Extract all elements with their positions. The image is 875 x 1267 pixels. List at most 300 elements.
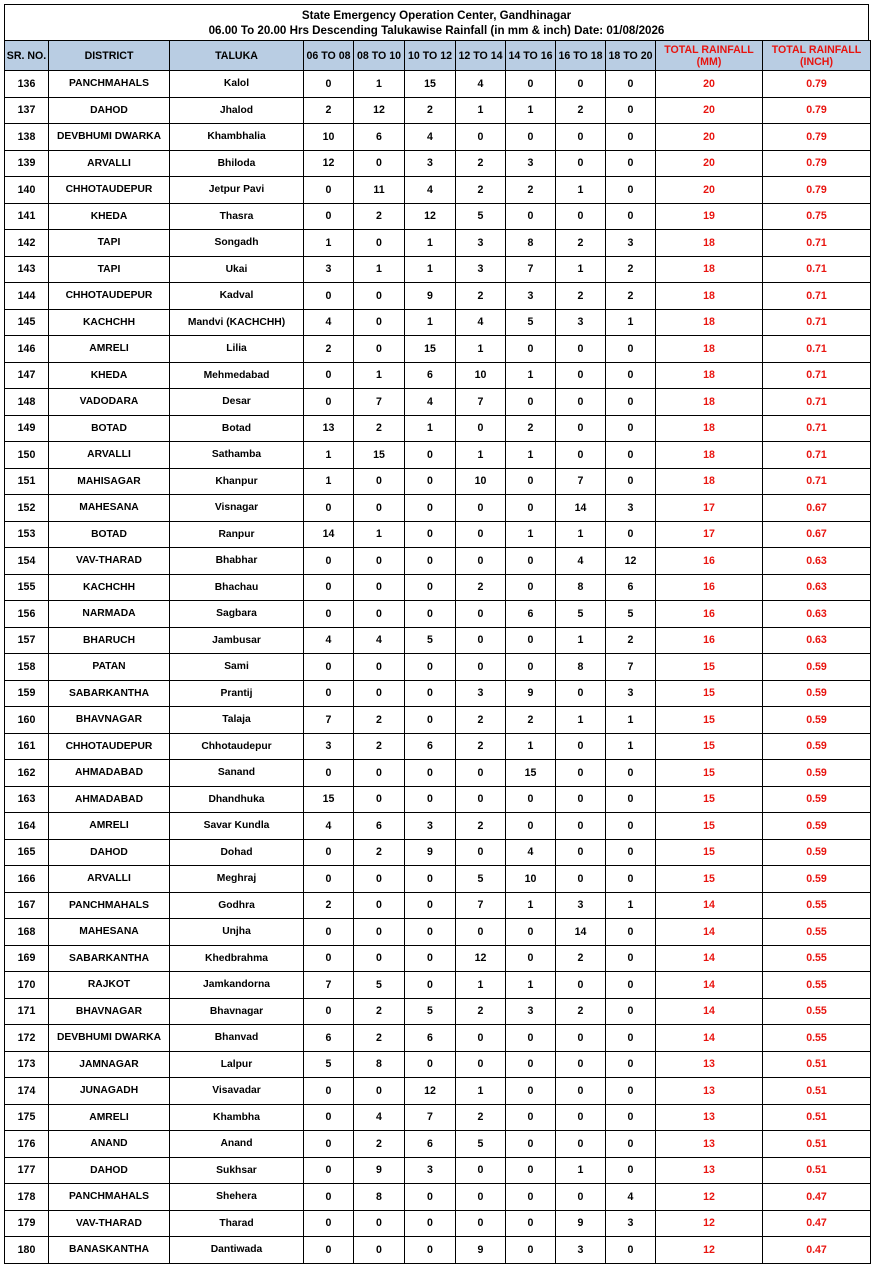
12-to-14-cell: 2 xyxy=(456,1104,506,1131)
18-to-20-cell: 3 xyxy=(606,680,656,707)
total-inch-cell: 0.75 xyxy=(763,203,871,230)
18-to-20-cell: 0 xyxy=(606,786,656,813)
sr-no-cell: 173 xyxy=(5,1051,49,1078)
16-to-18-cell: 1 xyxy=(556,177,606,204)
taluka-cell: Sathamba xyxy=(170,442,304,469)
sr-no-cell: 162 xyxy=(5,760,49,787)
08-to-10-cell: 2 xyxy=(354,998,405,1025)
18-to-20-cell: 0 xyxy=(606,1104,656,1131)
18-to-20-cell: 0 xyxy=(606,945,656,972)
taluka-cell: Tharad xyxy=(170,1210,304,1237)
table-row xyxy=(5,495,871,522)
06-to-08-cell: 7 xyxy=(304,707,354,734)
12-to-14-cell: 0 xyxy=(456,1157,506,1184)
16-to-18-cell: 3 xyxy=(556,1237,606,1264)
16-to-18-cell: 2 xyxy=(556,97,606,124)
taluka-cell: Desar xyxy=(170,389,304,416)
total-inch-cell: 0.55 xyxy=(763,919,871,946)
table-row xyxy=(5,124,871,151)
14-to-16-cell: 0 xyxy=(506,574,556,601)
06-to-08-cell: 1 xyxy=(304,468,354,495)
table-row xyxy=(5,389,871,416)
08-to-10-cell: 1 xyxy=(354,256,405,283)
06-to-08-cell: 12 xyxy=(304,150,354,177)
12-to-14-cell: 10 xyxy=(456,468,506,495)
12-to-14-cell: 2 xyxy=(456,574,506,601)
total-inch-cell: 0.47 xyxy=(763,1184,871,1211)
total-mm-cell: 15 xyxy=(656,680,763,707)
16-to-18-cell: 0 xyxy=(556,124,606,151)
total-mm-cell: 20 xyxy=(656,124,763,151)
total-inch-cell: 0.59 xyxy=(763,733,871,760)
08-to-10-cell: 0 xyxy=(354,1210,405,1237)
total-mm-cell: 17 xyxy=(656,521,763,548)
taluka-cell: Botad xyxy=(170,415,304,442)
08-to-10-cell: 4 xyxy=(354,627,405,654)
14-to-16-cell: 0 xyxy=(506,1157,556,1184)
10-to-12-cell: 0 xyxy=(405,866,456,893)
district-cell: SABARKANTHA xyxy=(49,945,170,972)
14-to-16-cell: 0 xyxy=(506,495,556,522)
district-cell: JUNAGADH xyxy=(49,1078,170,1105)
06-to-08-cell: 14 xyxy=(304,521,354,548)
10-to-12-cell: 0 xyxy=(405,945,456,972)
col-header-08-to-10: 08 TO 10 xyxy=(354,41,405,71)
total-inch-cell: 0.67 xyxy=(763,521,871,548)
taluka-cell: Lalpur xyxy=(170,1051,304,1078)
report-header xyxy=(4,4,869,40)
08-to-10-cell: 0 xyxy=(354,574,405,601)
10-to-12-cell: 1 xyxy=(405,309,456,336)
district-cell: AMRELI xyxy=(49,336,170,363)
table-row xyxy=(5,813,871,840)
16-to-18-cell: 0 xyxy=(556,760,606,787)
rainfall-report xyxy=(4,4,869,1264)
18-to-20-cell: 0 xyxy=(606,1131,656,1158)
06-to-08-cell: 0 xyxy=(304,601,354,628)
12-to-14-cell: 1 xyxy=(456,1078,506,1105)
18-to-20-cell: 0 xyxy=(606,389,656,416)
10-to-12-cell: 0 xyxy=(405,892,456,919)
18-to-20-cell: 0 xyxy=(606,972,656,999)
18-to-20-cell: 0 xyxy=(606,415,656,442)
12-to-14-cell: 0 xyxy=(456,839,506,866)
sr-no-cell: 170 xyxy=(5,972,49,999)
table-row xyxy=(5,256,871,283)
14-to-16-cell: 0 xyxy=(506,627,556,654)
total-inch-cell: 0.59 xyxy=(763,680,871,707)
total-inch-cell: 0.51 xyxy=(763,1051,871,1078)
16-to-18-cell: 3 xyxy=(556,309,606,336)
10-to-12-cell: 0 xyxy=(405,919,456,946)
taluka-cell: Unjha xyxy=(170,919,304,946)
total-mm-cell: 18 xyxy=(656,283,763,310)
sr-no-cell: 153 xyxy=(5,521,49,548)
taluka-cell: Sanand xyxy=(170,760,304,787)
16-to-18-cell: 14 xyxy=(556,495,606,522)
06-to-08-cell: 7 xyxy=(304,972,354,999)
16-to-18-cell: 0 xyxy=(556,1078,606,1105)
district-cell: BHAVNAGAR xyxy=(49,707,170,734)
14-to-16-cell: 0 xyxy=(506,1131,556,1158)
12-to-14-cell: 7 xyxy=(456,892,506,919)
14-to-16-cell: 0 xyxy=(506,1025,556,1052)
14-to-16-cell: 0 xyxy=(506,124,556,151)
total-mm-cell: 13 xyxy=(656,1157,763,1184)
12-to-14-cell: 0 xyxy=(456,1051,506,1078)
district-cell: TAPI xyxy=(49,230,170,257)
12-to-14-cell: 1 xyxy=(456,442,506,469)
14-to-16-cell: 0 xyxy=(506,786,556,813)
district-cell: VADODARA xyxy=(49,389,170,416)
06-to-08-cell: 4 xyxy=(304,309,354,336)
district-cell: ANAND xyxy=(49,1131,170,1158)
06-to-08-cell: 0 xyxy=(304,177,354,204)
12-to-14-cell: 12 xyxy=(456,945,506,972)
14-to-16-cell: 8 xyxy=(506,230,556,257)
district-cell: DEVBHUMI DWARKA xyxy=(49,1025,170,1052)
08-to-10-cell: 0 xyxy=(354,309,405,336)
total-mm-cell: 15 xyxy=(656,786,763,813)
14-to-16-cell: 10 xyxy=(506,866,556,893)
18-to-20-cell: 0 xyxy=(606,442,656,469)
sr-no-cell: 155 xyxy=(5,574,49,601)
col-header-total-mm: TOTAL RAINFALL (MM) xyxy=(656,41,763,71)
total-mm-cell: 20 xyxy=(656,177,763,204)
sr-no-cell: 137 xyxy=(5,97,49,124)
district-cell: AHMADABAD xyxy=(49,786,170,813)
18-to-20-cell: 2 xyxy=(606,627,656,654)
sr-no-cell: 180 xyxy=(5,1237,49,1264)
taluka-cell: Meghraj xyxy=(170,866,304,893)
16-to-18-cell: 9 xyxy=(556,1210,606,1237)
08-to-10-cell: 6 xyxy=(354,813,405,840)
10-to-12-cell: 0 xyxy=(405,786,456,813)
18-to-20-cell: 6 xyxy=(606,574,656,601)
taluka-cell: Sukhsar xyxy=(170,1157,304,1184)
sr-no-cell: 150 xyxy=(5,442,49,469)
table-row xyxy=(5,1051,871,1078)
16-to-18-cell: 5 xyxy=(556,601,606,628)
10-to-12-cell: 0 xyxy=(405,1237,456,1264)
08-to-10-cell: 1 xyxy=(354,71,405,98)
14-to-16-cell: 0 xyxy=(506,203,556,230)
06-to-08-cell: 0 xyxy=(304,283,354,310)
total-inch-cell: 0.59 xyxy=(763,707,871,734)
08-to-10-cell: 0 xyxy=(354,150,405,177)
sr-no-cell: 169 xyxy=(5,945,49,972)
18-to-20-cell: 0 xyxy=(606,1025,656,1052)
14-to-16-cell: 1 xyxy=(506,97,556,124)
taluka-cell: Dantiwada xyxy=(170,1237,304,1264)
table-row xyxy=(5,415,871,442)
18-to-20-cell: 0 xyxy=(606,866,656,893)
taluka-cell: Prantij xyxy=(170,680,304,707)
10-to-12-cell: 0 xyxy=(405,601,456,628)
total-mm-cell: 16 xyxy=(656,627,763,654)
06-to-08-cell: 15 xyxy=(304,786,354,813)
col-header-taluka: TALUKA xyxy=(170,41,304,71)
16-to-18-cell: 7 xyxy=(556,468,606,495)
table-row xyxy=(5,972,871,999)
sr-no-cell: 149 xyxy=(5,415,49,442)
taluka-cell: Bhabhar xyxy=(170,548,304,575)
taluka-cell: Khanpur xyxy=(170,468,304,495)
18-to-20-cell: 0 xyxy=(606,97,656,124)
12-to-14-cell: 2 xyxy=(456,150,506,177)
10-to-12-cell: 0 xyxy=(405,760,456,787)
10-to-12-cell: 0 xyxy=(405,442,456,469)
12-to-14-cell: 1 xyxy=(456,97,506,124)
08-to-10-cell: 8 xyxy=(354,1051,405,1078)
table-row xyxy=(5,1104,871,1131)
18-to-20-cell: 4 xyxy=(606,1184,656,1211)
14-to-16-cell: 7 xyxy=(506,256,556,283)
14-to-16-cell: 2 xyxy=(506,707,556,734)
12-to-14-cell: 5 xyxy=(456,203,506,230)
06-to-08-cell: 5 xyxy=(304,1051,354,1078)
08-to-10-cell: 6 xyxy=(354,124,405,151)
district-cell: CHHOTAUDEPUR xyxy=(49,283,170,310)
12-to-14-cell: 0 xyxy=(456,415,506,442)
sr-no-cell: 178 xyxy=(5,1184,49,1211)
district-cell: MAHESANA xyxy=(49,495,170,522)
district-cell: KHEDA xyxy=(49,203,170,230)
12-to-14-cell: 2 xyxy=(456,707,506,734)
district-cell: ARVALLI xyxy=(49,442,170,469)
10-to-12-cell: 5 xyxy=(405,998,456,1025)
06-to-08-cell: 0 xyxy=(304,362,354,389)
14-to-16-cell: 3 xyxy=(506,283,556,310)
06-to-08-cell: 0 xyxy=(304,71,354,98)
total-inch-cell: 0.71 xyxy=(763,415,871,442)
total-mm-cell: 18 xyxy=(656,336,763,363)
sr-no-cell: 157 xyxy=(5,627,49,654)
10-to-12-cell: 6 xyxy=(405,733,456,760)
sr-no-cell: 174 xyxy=(5,1078,49,1105)
14-to-16-cell: 1 xyxy=(506,362,556,389)
table-row xyxy=(5,998,871,1025)
14-to-16-cell: 15 xyxy=(506,760,556,787)
10-to-12-cell: 2 xyxy=(405,97,456,124)
08-to-10-cell: 8 xyxy=(354,1184,405,1211)
table-row xyxy=(5,627,871,654)
12-to-14-cell: 3 xyxy=(456,230,506,257)
sr-no-cell: 159 xyxy=(5,680,49,707)
08-to-10-cell: 1 xyxy=(354,362,405,389)
taluka-cell: Bhachau xyxy=(170,574,304,601)
06-to-08-cell: 1 xyxy=(304,442,354,469)
taluka-cell: Talaja xyxy=(170,707,304,734)
06-to-08-cell: 6 xyxy=(304,1025,354,1052)
10-to-12-cell: 0 xyxy=(405,574,456,601)
06-to-08-cell: 0 xyxy=(304,1210,354,1237)
18-to-20-cell: 3 xyxy=(606,230,656,257)
14-to-16-cell: 1 xyxy=(506,892,556,919)
total-inch-cell: 0.47 xyxy=(763,1210,871,1237)
06-to-08-cell: 0 xyxy=(304,866,354,893)
table-header-row xyxy=(5,41,871,71)
08-to-10-cell: 0 xyxy=(354,654,405,681)
table-row xyxy=(5,1210,871,1237)
report-subtitle: 06.00 To 20.00 Hrs Descending Talukawise Rainfall (in mm & inch) Date: 01/08/2026 xyxy=(208,24,665,37)
sr-no-cell: 163 xyxy=(5,786,49,813)
total-inch-cell: 0.51 xyxy=(763,1078,871,1105)
table-row xyxy=(5,919,871,946)
08-to-10-cell: 9 xyxy=(354,1157,405,1184)
16-to-18-cell: 0 xyxy=(556,839,606,866)
total-inch-cell: 0.59 xyxy=(763,813,871,840)
total-mm-cell: 13 xyxy=(656,1104,763,1131)
district-cell: BHAVNAGAR xyxy=(49,998,170,1025)
10-to-12-cell: 0 xyxy=(405,521,456,548)
18-to-20-cell: 1 xyxy=(606,733,656,760)
06-to-08-cell: 0 xyxy=(304,574,354,601)
district-cell: VAV-THARAD xyxy=(49,1210,170,1237)
16-to-18-cell: 0 xyxy=(556,203,606,230)
sr-no-cell: 142 xyxy=(5,230,49,257)
08-to-10-cell: 2 xyxy=(354,733,405,760)
16-to-18-cell: 0 xyxy=(556,362,606,389)
18-to-20-cell: 0 xyxy=(606,336,656,363)
14-to-16-cell: 0 xyxy=(506,468,556,495)
10-to-12-cell: 4 xyxy=(405,389,456,416)
14-to-16-cell: 3 xyxy=(506,998,556,1025)
table-row xyxy=(5,442,871,469)
total-inch-cell: 0.63 xyxy=(763,548,871,575)
16-to-18-cell: 2 xyxy=(556,230,606,257)
14-to-16-cell: 1 xyxy=(506,442,556,469)
12-to-14-cell: 2 xyxy=(456,813,506,840)
12-to-14-cell: 0 xyxy=(456,1025,506,1052)
total-mm-cell: 18 xyxy=(656,389,763,416)
total-mm-cell: 15 xyxy=(656,866,763,893)
taluka-cell: Visavadar xyxy=(170,1078,304,1105)
table-row xyxy=(5,548,871,575)
district-cell: SABARKANTHA xyxy=(49,680,170,707)
table-row xyxy=(5,1157,871,1184)
14-to-16-cell: 0 xyxy=(506,1184,556,1211)
06-to-08-cell: 2 xyxy=(304,892,354,919)
16-to-18-cell: 14 xyxy=(556,919,606,946)
sr-no-cell: 171 xyxy=(5,998,49,1025)
16-to-18-cell: 0 xyxy=(556,733,606,760)
total-mm-cell: 12 xyxy=(656,1184,763,1211)
10-to-12-cell: 0 xyxy=(405,495,456,522)
table-row xyxy=(5,866,871,893)
10-to-12-cell: 0 xyxy=(405,972,456,999)
taluka-cell: Khambhalia xyxy=(170,124,304,151)
total-inch-cell: 0.79 xyxy=(763,177,871,204)
14-to-16-cell: 0 xyxy=(506,71,556,98)
total-mm-cell: 15 xyxy=(656,654,763,681)
sr-no-cell: 138 xyxy=(5,124,49,151)
16-to-18-cell: 0 xyxy=(556,1184,606,1211)
table-row xyxy=(5,177,871,204)
total-inch-cell: 0.67 xyxy=(763,495,871,522)
district-cell: AHMADABAD xyxy=(49,760,170,787)
06-to-08-cell: 0 xyxy=(304,839,354,866)
table-row xyxy=(5,654,871,681)
12-to-14-cell: 0 xyxy=(456,548,506,575)
total-mm-cell: 14 xyxy=(656,972,763,999)
10-to-12-cell: 9 xyxy=(405,839,456,866)
08-to-10-cell: 0 xyxy=(354,468,405,495)
total-inch-cell: 0.71 xyxy=(763,336,871,363)
col-header-18-to-20: 18 TO 20 xyxy=(606,41,656,71)
18-to-20-cell: 2 xyxy=(606,283,656,310)
06-to-08-cell: 0 xyxy=(304,760,354,787)
col-header-16-to-18: 16 TO 18 xyxy=(556,41,606,71)
sr-no-cell: 179 xyxy=(5,1210,49,1237)
district-cell: DAHOD xyxy=(49,1157,170,1184)
18-to-20-cell: 0 xyxy=(606,203,656,230)
08-to-10-cell: 0 xyxy=(354,548,405,575)
district-cell: BOTAD xyxy=(49,521,170,548)
08-to-10-cell: 0 xyxy=(354,336,405,363)
total-mm-cell: 15 xyxy=(656,733,763,760)
district-cell: CHHOTAUDEPUR xyxy=(49,177,170,204)
16-to-18-cell: 0 xyxy=(556,813,606,840)
16-to-18-cell: 0 xyxy=(556,389,606,416)
14-to-16-cell: 0 xyxy=(506,1237,556,1264)
sr-no-cell: 151 xyxy=(5,468,49,495)
table-row xyxy=(5,203,871,230)
12-to-14-cell: 0 xyxy=(456,760,506,787)
total-mm-cell: 15 xyxy=(656,707,763,734)
table-row xyxy=(5,1078,871,1105)
total-inch-cell: 0.71 xyxy=(763,256,871,283)
total-inch-cell: 0.55 xyxy=(763,998,871,1025)
12-to-14-cell: 4 xyxy=(456,309,506,336)
taluka-cell: Thasra xyxy=(170,203,304,230)
table-row xyxy=(5,309,871,336)
taluka-cell: Shehera xyxy=(170,1184,304,1211)
08-to-10-cell: 0 xyxy=(354,230,405,257)
table-row xyxy=(5,760,871,787)
06-to-08-cell: 2 xyxy=(304,97,354,124)
16-to-18-cell: 1 xyxy=(556,1157,606,1184)
18-to-20-cell: 0 xyxy=(606,1051,656,1078)
table-row xyxy=(5,707,871,734)
08-to-10-cell: 0 xyxy=(354,919,405,946)
district-cell: KACHCHH xyxy=(49,309,170,336)
14-to-16-cell: 0 xyxy=(506,654,556,681)
total-inch-cell: 0.63 xyxy=(763,601,871,628)
16-to-18-cell: 3 xyxy=(556,892,606,919)
table-row xyxy=(5,574,871,601)
10-to-12-cell: 3 xyxy=(405,1157,456,1184)
total-inch-cell: 0.51 xyxy=(763,1104,871,1131)
06-to-08-cell: 0 xyxy=(304,1237,354,1264)
06-to-08-cell: 0 xyxy=(304,998,354,1025)
col-header-district: DISTRICT xyxy=(49,41,170,71)
taluka-cell: Mandvi (KACHCHH) xyxy=(170,309,304,336)
sr-no-cell: 156 xyxy=(5,601,49,628)
12-to-14-cell: 5 xyxy=(456,1131,506,1158)
08-to-10-cell: 5 xyxy=(354,972,405,999)
table-row xyxy=(5,150,871,177)
total-inch-cell: 0.55 xyxy=(763,1025,871,1052)
rainfall-table xyxy=(4,40,871,1264)
10-to-12-cell: 12 xyxy=(405,203,456,230)
district-cell: MAHISAGAR xyxy=(49,468,170,495)
12-to-14-cell: 3 xyxy=(456,256,506,283)
16-to-18-cell: 0 xyxy=(556,71,606,98)
12-to-14-cell: 1 xyxy=(456,336,506,363)
total-mm-cell: 18 xyxy=(656,442,763,469)
taluka-cell: Savar Kundla xyxy=(170,813,304,840)
